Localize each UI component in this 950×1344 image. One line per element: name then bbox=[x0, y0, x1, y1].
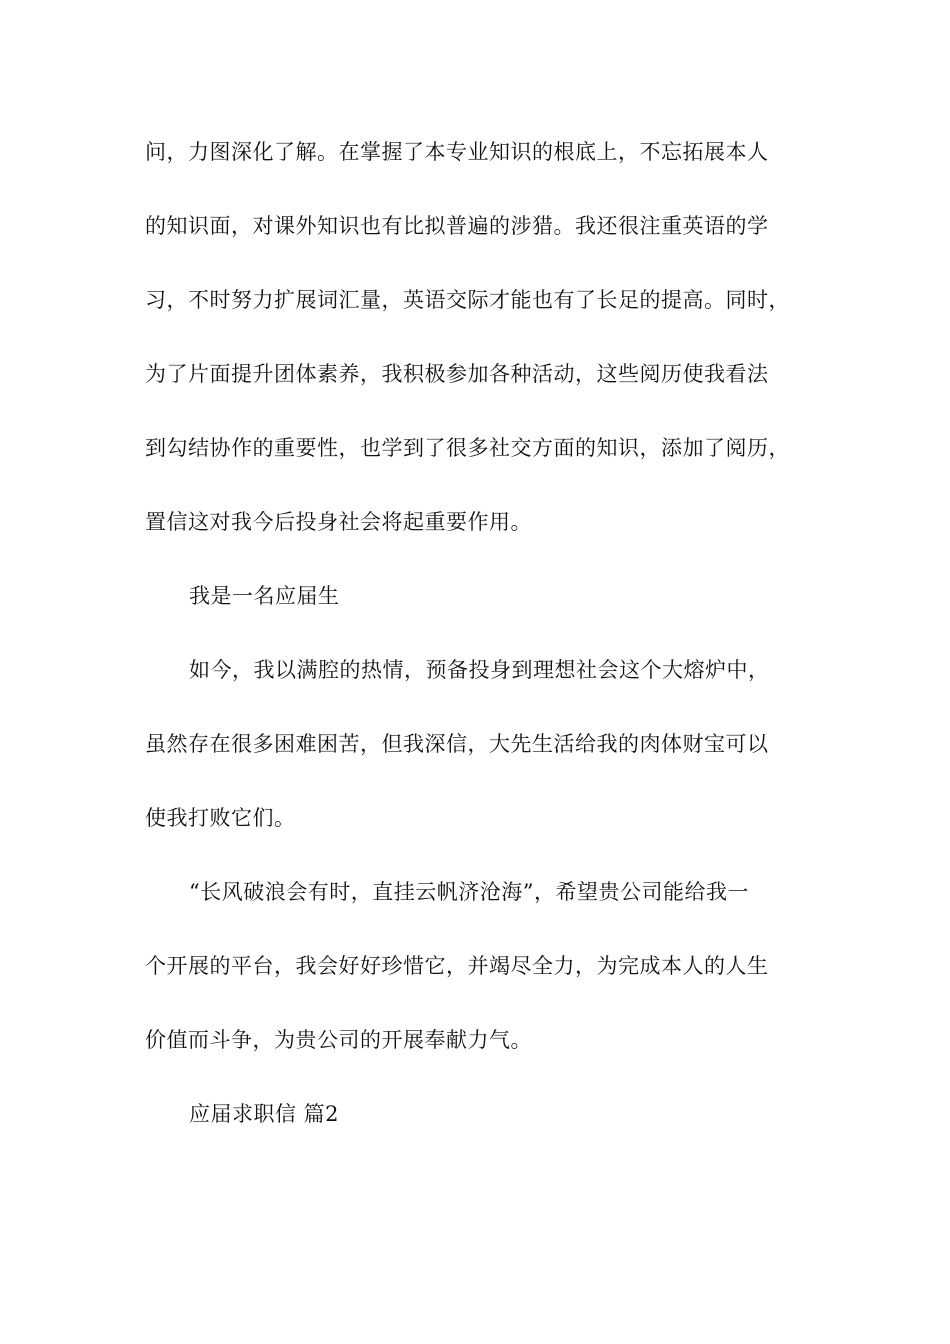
section-heading: 应届求职信 篇2 bbox=[189, 1102, 340, 1126]
paragraph-line: 习，不时努力扩展词汇量，英语交际才能也有了长足的提高。同时， bbox=[145, 288, 790, 312]
paragraph-line: 如今，我以满腔的热情，预备投身到理想社会这个大熔炉中， bbox=[189, 658, 770, 682]
paragraph-line: 为了片面提升团体素养，我积极参加各种活动，这些阅历使我看法 bbox=[145, 362, 769, 386]
paragraph-line: 虽然存在很多困难困苦，但我深信，大先生活给我的肉体财宝可以 bbox=[145, 732, 769, 756]
paragraph-line: 到勾结协作的重要性，也学到了很多社交方面的知识，添加了阅历， bbox=[145, 436, 790, 460]
paragraph-line: 问，力图深化了解。在掌握了本专业知识的根底上，不忘拓展本人 bbox=[145, 140, 769, 164]
paragraph-line: 置信这对我今后投身社会将起重要作用。 bbox=[145, 510, 532, 534]
paragraph-line: 个开展的平台，我会好好珍惜它，并竭尽全力，为完成本人的人生 bbox=[145, 954, 769, 978]
paragraph-line: 使我打败它们。 bbox=[145, 806, 296, 830]
paragraph-line: 的知识面，对课外知识也有比拟普遍的涉猎。我还很注重英语的学 bbox=[145, 214, 769, 238]
paragraph-line: “长风破浪会有时，直挂云帆济沧海”，希望贵公司能给我一 bbox=[189, 880, 749, 904]
section-heading: 我是一名应届生 bbox=[189, 584, 340, 608]
paragraph-line: 价值而斗争，为贵公司的开展奉献力气。 bbox=[145, 1028, 532, 1052]
